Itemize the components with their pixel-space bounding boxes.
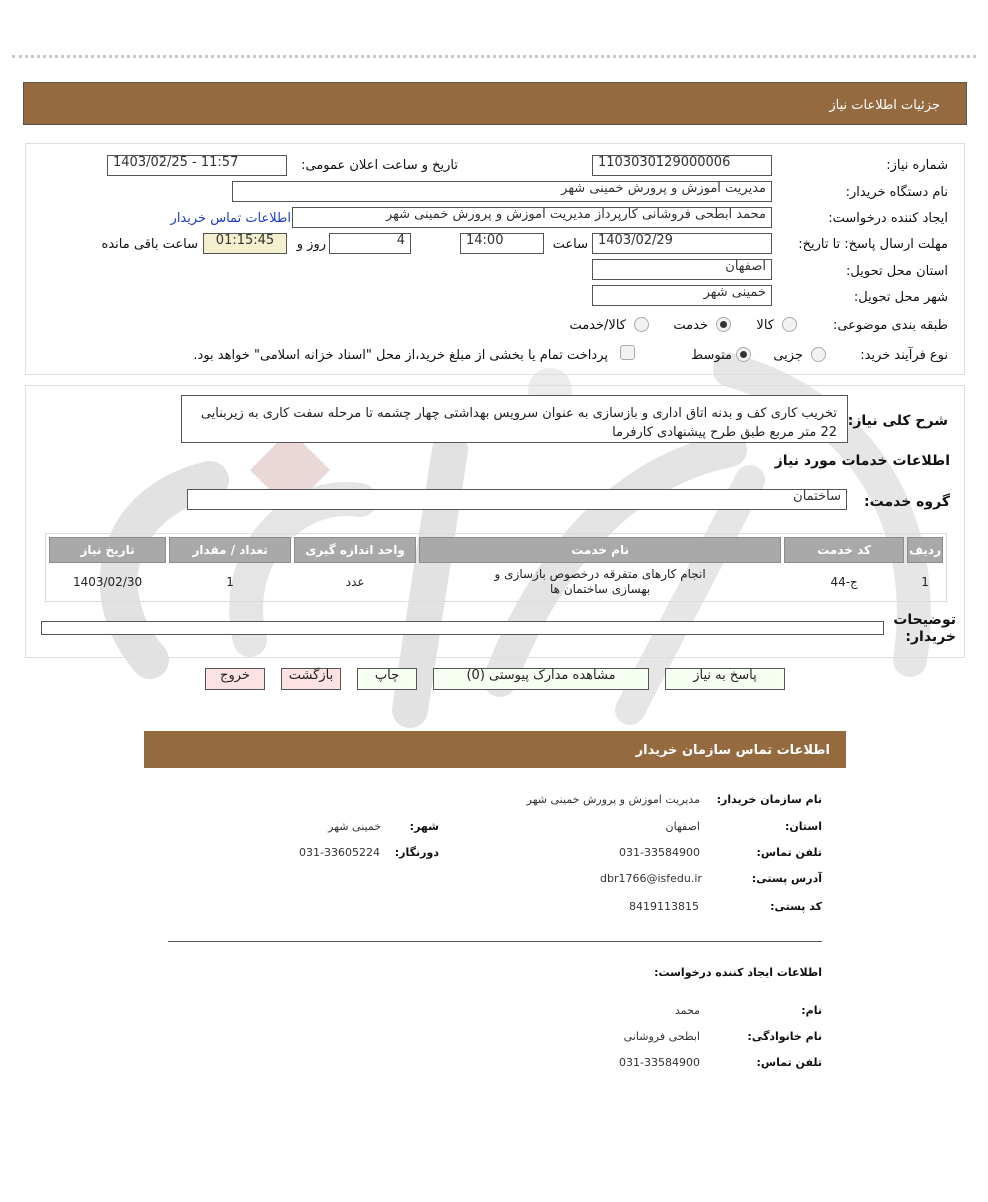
- process-label: نوع فرآیند خرید:: [860, 348, 948, 363]
- description-text: تخریب کاری کف و بدنه اتاق اداری و بازسازی به عنوان سرویس بهداشتی چهار چشمه تا مرحله سفت کاری به زیربنایی 22 متر مربع طبق طرح پیشنهادی کارفرما: [200, 406, 837, 440]
- category-radio-goods-service[interactable]: [634, 317, 649, 332]
- cell-name: [419, 566, 781, 598]
- contact-postal-address-label: آدرس پستی:: [751, 872, 822, 885]
- col-unit: واحد اندازه گیری: [294, 537, 416, 563]
- creator-section-title: اطلاعات ایجاد کننده درخواست:: [654, 966, 822, 979]
- contact-postal-code-label: کد پستی:: [770, 900, 822, 913]
- buyer-notes-label: توضیحات خریدار:: [893, 612, 956, 645]
- services-table-wrap: [45, 533, 947, 602]
- contact-phone: 031-33584900: [619, 846, 700, 859]
- col-qty: تعداد / مقدار: [169, 537, 291, 563]
- contact-title: اطلاعات تماس سازمان خریدار: [635, 743, 830, 758]
- contact-fax: 031-33605224: [299, 846, 380, 859]
- contact-city-label: شهر:: [409, 820, 439, 833]
- need-number-label: شماره نیاز:: [886, 158, 948, 173]
- col-name: نام خدمت: [419, 537, 781, 563]
- deadline-hour-label: ساعت: [552, 237, 588, 252]
- description-box: [181, 395, 848, 443]
- table-row: [49, 566, 943, 598]
- cell-name-text: انجام کارهای متفرقه درخصوص بازسازی و بهسازی ساختمان ها: [494, 567, 706, 596]
- remaining-label: ساعت باقی مانده: [101, 237, 198, 252]
- process-option-medium: متوسط: [691, 348, 732, 363]
- process-radio-medium[interactable]: [736, 347, 751, 362]
- service-group-field: ساختمان: [187, 489, 847, 510]
- top-divider: [12, 55, 976, 58]
- payment-checkbox[interactable]: [620, 345, 635, 360]
- contact-province: اصفهان: [665, 820, 700, 833]
- col-date: تاریخ نیاز: [49, 537, 166, 563]
- buyer-org-field: مدیریت اموزش و پرورش خمینی شهر: [232, 181, 772, 202]
- details-panel: [25, 143, 965, 375]
- payment-note: پرداخت تمام یا بخشی از مبلغ خرید،از محل "اسناد خزانه اسلامی" خواهد بود.: [193, 348, 608, 363]
- contact-email: dbr1766@isfedu.ir: [600, 872, 702, 885]
- services-section-title: اطلاعات خدمات مورد نیاز: [774, 453, 950, 469]
- cell-unit: عدد: [345, 575, 365, 589]
- deadline-time-field: 14:00: [460, 233, 544, 254]
- city-field: خمینی شهر: [592, 285, 772, 306]
- creator-label: ایجاد کننده درخواست:: [828, 211, 948, 226]
- cell-qty: 1: [226, 575, 234, 589]
- category-option-service: خدمت: [673, 318, 708, 333]
- creator-name-label: نام:: [801, 1004, 822, 1017]
- contact-fax-label: دورنگار:: [394, 846, 439, 859]
- buyer-org-label: نام دستگاه خریدار:: [845, 185, 948, 200]
- province-label: استان محل تحویل:: [846, 264, 948, 279]
- deadline-date-field: 1403/02/29: [592, 233, 772, 254]
- col-row: ردیف: [907, 537, 943, 563]
- buyer-notes-field: [41, 621, 884, 635]
- creator-field: محمد ابطحی فروشانی کارپرداز مدیریت اموزش و پرورش خمینی شهر: [292, 207, 772, 228]
- contact-org-label: نام سازمان خریدار:: [716, 793, 822, 806]
- description-label: شرح کلی نیاز:: [847, 413, 948, 429]
- creator-phone: 031-33584900: [619, 1056, 700, 1069]
- contact-postal-code: 8419113815: [629, 900, 699, 913]
- city-label: شهر محل تحویل:: [853, 290, 948, 305]
- contact-header: [144, 731, 846, 768]
- announce-field: 1403/02/25 - 11:57: [107, 155, 287, 176]
- service-group-label: گروه خدمت:: [864, 494, 950, 510]
- need-number-field: 1103030129000006: [592, 155, 772, 176]
- category-radio-goods[interactable]: [782, 317, 797, 332]
- page-header: [23, 82, 967, 125]
- contact-phone-label: تلفن تماس:: [756, 846, 822, 859]
- contact-divider: [168, 941, 822, 942]
- category-option-goods-service: کالا/خدمت: [569, 318, 626, 333]
- cell-row: 1: [921, 575, 929, 589]
- remaining-time-field: 01:15:45: [203, 233, 287, 254]
- province-field: اصفهان: [592, 259, 772, 280]
- creator-phone-label: تلفن تماس:: [756, 1056, 822, 1069]
- contact-province-label: استان:: [785, 820, 822, 833]
- services-table: [46, 534, 946, 601]
- contact-org: مدیریت اموزش و پرورش خمینی شهر: [526, 793, 700, 806]
- cell-code: ج-44: [830, 575, 858, 589]
- buyer-contact-link[interactable]: اطلاعات تماس خریدار: [170, 211, 291, 226]
- category-option-goods: کالا: [756, 318, 774, 333]
- back-button[interactable]: بازگشت: [281, 668, 341, 690]
- category-label: طبقه بندی موضوعی:: [832, 318, 948, 333]
- reply-button[interactable]: پاسخ به نیاز: [665, 668, 785, 690]
- process-option-minor: جزیی: [773, 348, 803, 363]
- creator-family-label: نام خانوادگی:: [747, 1030, 822, 1043]
- creator-name: محمد: [674, 1004, 700, 1017]
- attachments-button[interactable]: مشاهده مدارک پیوستی (0): [433, 668, 649, 690]
- deadline-label: مهلت ارسال پاسخ: تا تاریخ:: [798, 237, 948, 252]
- print-button[interactable]: چاپ: [357, 668, 417, 690]
- process-radio-minor[interactable]: [811, 347, 826, 362]
- page-title: جزئیات اطلاعات نیاز: [829, 98, 940, 113]
- days-field: 4: [329, 233, 411, 254]
- days-label: روز و: [296, 237, 326, 252]
- cell-date: 1403/02/30: [72, 575, 143, 589]
- creator-family: ابطحی فروشانی: [623, 1030, 700, 1043]
- announce-label: تاریخ و ساعت اعلان عمومی:: [301, 158, 458, 173]
- contact-city: خمینی شهر: [328, 820, 381, 833]
- col-code: کد خدمت: [784, 537, 904, 563]
- exit-button[interactable]: خروج: [205, 668, 265, 690]
- category-radio-service[interactable]: [716, 317, 731, 332]
